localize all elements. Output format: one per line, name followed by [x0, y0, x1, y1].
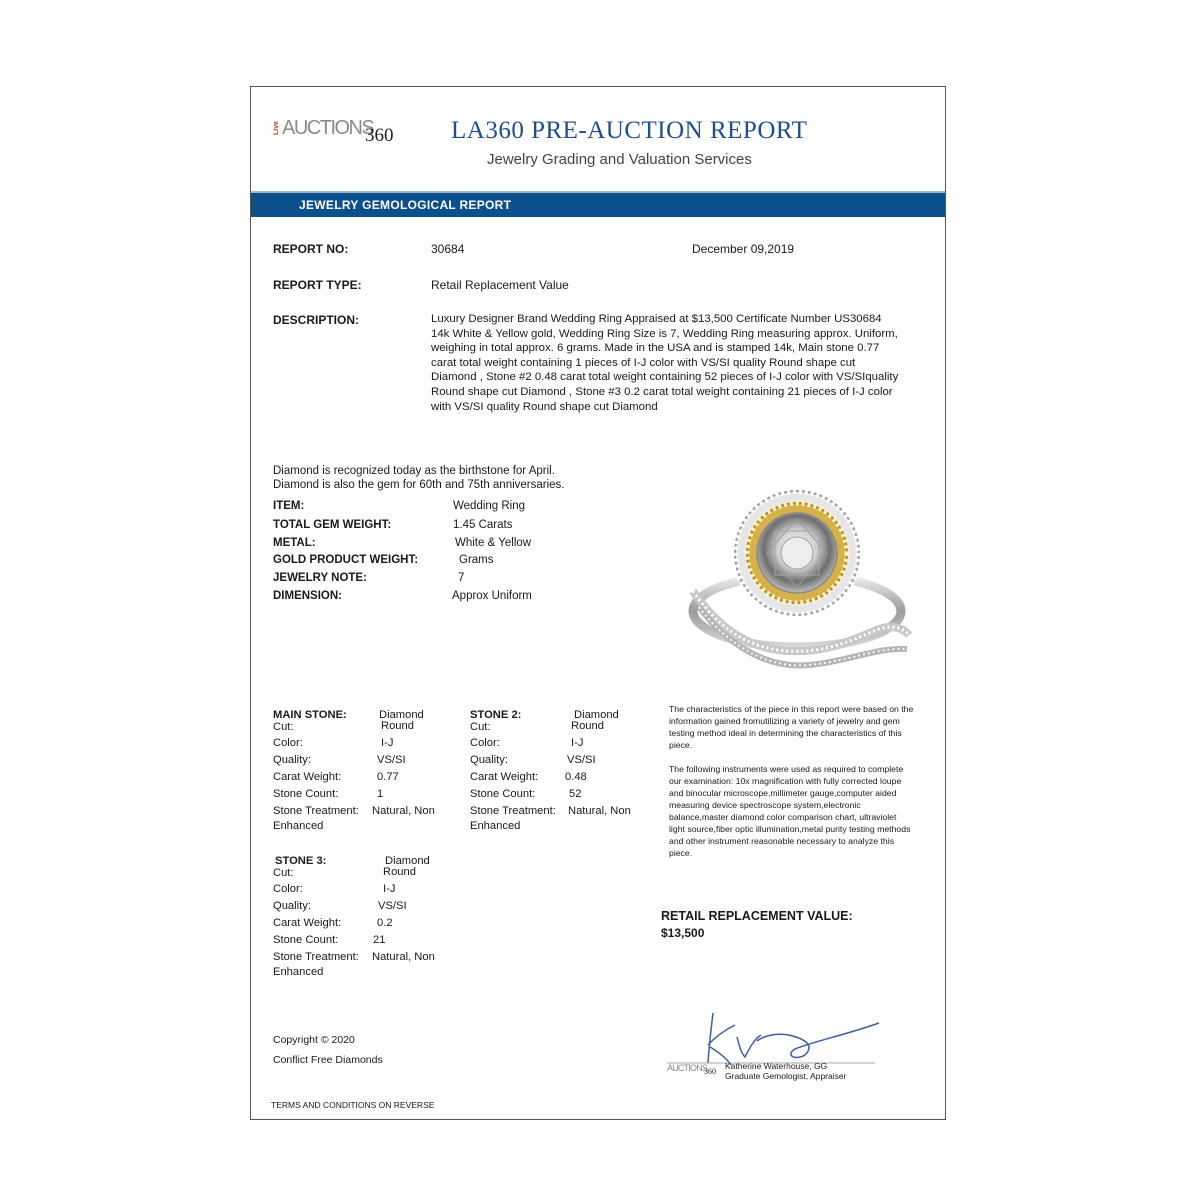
main-stone-cut: Round — [381, 720, 414, 732]
report-no-value: 30684 — [431, 242, 465, 256]
conflict-free-note: Conflict Free Diamonds — [273, 1054, 383, 1066]
dimension-label: DIMENSION: — [273, 590, 342, 602]
item-value: Wedding Ring — [453, 500, 526, 512]
jewelry-note-label: JEWELRY NOTE: — [273, 572, 367, 584]
stone2-name: Diamond — [574, 709, 619, 721]
ring-image — [679, 479, 914, 677]
description-label: DESCRIPTION: — [273, 313, 360, 327]
stone3-treatment: Natural, Non — [372, 951, 435, 963]
copyright: Copyright © 2020 — [273, 1034, 355, 1046]
stone2-color-label: Color: — [470, 737, 500, 749]
jewelry-note-value: 7 — [458, 572, 465, 584]
birthstone-line-1: Diamond is recognized today as the birthstone for April. — [273, 465, 555, 477]
appraiser-logo-auctions: AUCTIONS — [667, 1063, 708, 1073]
stone2-color: I-J — [571, 737, 584, 749]
main-stone-title: MAIN STONE: — [273, 709, 347, 721]
stone3-name: Diamond — [385, 855, 430, 867]
main-stone-carat: 0.77 — [377, 771, 399, 783]
main-stone-count-label: Stone Count: — [273, 788, 339, 800]
stone2-treatment-cont: Enhanced — [470, 820, 521, 832]
item-label: ITEM: — [273, 500, 305, 512]
appraiser-title: Graduate Gemologist, Appraiser — [725, 1071, 847, 1081]
report-date: December 09,2019 — [692, 242, 795, 256]
main-stone-treatment-cont: Enhanced — [273, 820, 324, 832]
report-no-label: REPORT NO: — [273, 242, 349, 256]
main-stone-cut-label: Cut: — [273, 721, 294, 733]
gold-weight-label: GOLD PRODUCT WEIGHT: — [273, 554, 419, 566]
appraiser-logo-360: 360 — [704, 1067, 716, 1076]
stone2-quality: VS/SI — [567, 754, 596, 766]
description-text: Luxury Designer Brand Wedding Ring Appraised at $13,500 Certificate Number US30684 14k White & Yellow gold, Wedding Ring Size is 7, Wedding Ring measuring approx. Uniform, weighing in total approx. 6 grams. Made in the USA and is stamped 14k, Main stone 0.77 carat total weight containing 1 pieces of I-J color with VS/SI quality Round shape cut Diamond , Stone #2 0.48 carat total weight containing 52 pieces of I-J color with VS/SIquality Round shape cut Diamond , Stone #3 0.2 carat total weight containing 21 pieces of I-J color with VS/SI quality Round shape cut Diamond — [431, 313, 899, 413]
main-stone-treatment: Natural, Non — [372, 805, 435, 817]
stone3-carat: 0.2 — [377, 917, 393, 929]
logo-auctions-text: AUCTIONS — [282, 117, 374, 139]
stone2-title: STONE 2: — [470, 709, 522, 721]
total-gem-weight-label: TOTAL GEM WEIGHT: — [273, 519, 392, 531]
main-stone-color: I-J — [381, 737, 394, 749]
gold-weight-value: Grams — [459, 554, 494, 566]
metal-value: White & Yellow — [455, 537, 532, 549]
stone2-carat: 0.48 — [565, 771, 587, 783]
report-type-value: Retail Replacement Value — [431, 278, 569, 292]
birthstone-line-2: Diamond is also the gem for 60th and 75th anniversaries. — [273, 479, 565, 491]
birthstone-note — [273, 464, 653, 492]
instruments-note: The following instruments were used as required to complete our examination: 10x magnification with fully corrected loupe and binocular microscope,millimeter gauge,computer aided measuring device spectroscope system,electronic balance,master diamond color comparison chart, ultraviolet light source,fiber optic illumination,metal purity testing methods and other instrument reasonable necessary to analyze this piece. — [669, 764, 911, 858]
section-banner — [251, 191, 945, 217]
main-stone-name: Diamond — [379, 709, 424, 721]
appraiser-info — [725, 1061, 846, 1081]
main-stone-treatment-label: Stone Treatment: — [273, 805, 359, 817]
stone3-count: 21 — [373, 934, 386, 946]
main-stone-carat-label: Carat Weight: — [273, 771, 342, 783]
stone3-cut: Round — [383, 866, 416, 878]
retail-value: $13,500 — [661, 926, 705, 940]
stone2-count-label: Stone Count: — [470, 788, 536, 800]
appraiser-logo — [667, 1063, 716, 1077]
main-stone-color-label: Color: — [273, 737, 303, 749]
liveauctions360-logo — [273, 117, 393, 147]
stone3-quality: VS/SI — [378, 900, 407, 912]
stone2-cut-label: Cut: — [470, 721, 491, 733]
metal-label: METAL: — [273, 537, 316, 549]
stone2-cut: Round — [571, 720, 604, 732]
stone3-treatment-cont: Enhanced — [273, 966, 324, 978]
stone3-title: STONE 3: — [275, 855, 327, 867]
logo-live-text: Live — [273, 121, 280, 136]
report-subtitle: Jewelry Grading and Valuation Services — [487, 151, 752, 168]
stone2-count: 52 — [569, 788, 582, 800]
retail-value-label: RETAIL REPLACEMENT VALUE: — [661, 909, 853, 923]
appraiser-name: Katherine Waterhouse, GG — [725, 1061, 828, 1071]
main-stone-quality-label: Quality: — [273, 754, 311, 766]
section-banner-label: JEWELRY GEMOLOGICAL REPORT — [299, 198, 512, 212]
report-type-label: REPORT TYPE: — [273, 278, 362, 292]
stone3-cut-label: Cut: — [273, 867, 294, 879]
total-gem-weight-value: 1.45 Carats — [453, 519, 513, 531]
stone3-quality-label: Quality: — [273, 900, 311, 912]
stone2-carat-label: Carat Weight: — [470, 771, 539, 783]
characteristics-note: The characteristics of the piece in this report were based on the information gained fromutilizing a variety of jewelry and gem testing method ideal in determining the characteristics of this piece. — [669, 704, 914, 750]
terms-note: TERMS AND CONDITIONS ON REVERSE — [271, 1100, 435, 1110]
stone2-treatment-label: Stone Treatment: — [470, 805, 556, 817]
stone3-treatment-label: Stone Treatment: — [273, 951, 359, 963]
main-stone-quality: VS/SI — [377, 754, 406, 766]
logo-360-text: 360 — [365, 125, 394, 146]
appraisal-report — [250, 86, 946, 1120]
dimension-value: Approx Uniform — [452, 590, 532, 602]
stone3-color: I-J — [383, 883, 396, 895]
report-title: LA360 PRE-AUCTION REPORT — [451, 117, 808, 144]
stone2-quality-label: Quality: — [470, 754, 508, 766]
stone3-carat-label: Carat Weight: — [273, 917, 342, 929]
main-stone-count: 1 — [377, 788, 384, 800]
stone2-treatment: Natural, Non — [568, 805, 631, 817]
stone3-color-label: Color: — [273, 883, 303, 895]
stone3-count-label: Stone Count: — [273, 934, 339, 946]
